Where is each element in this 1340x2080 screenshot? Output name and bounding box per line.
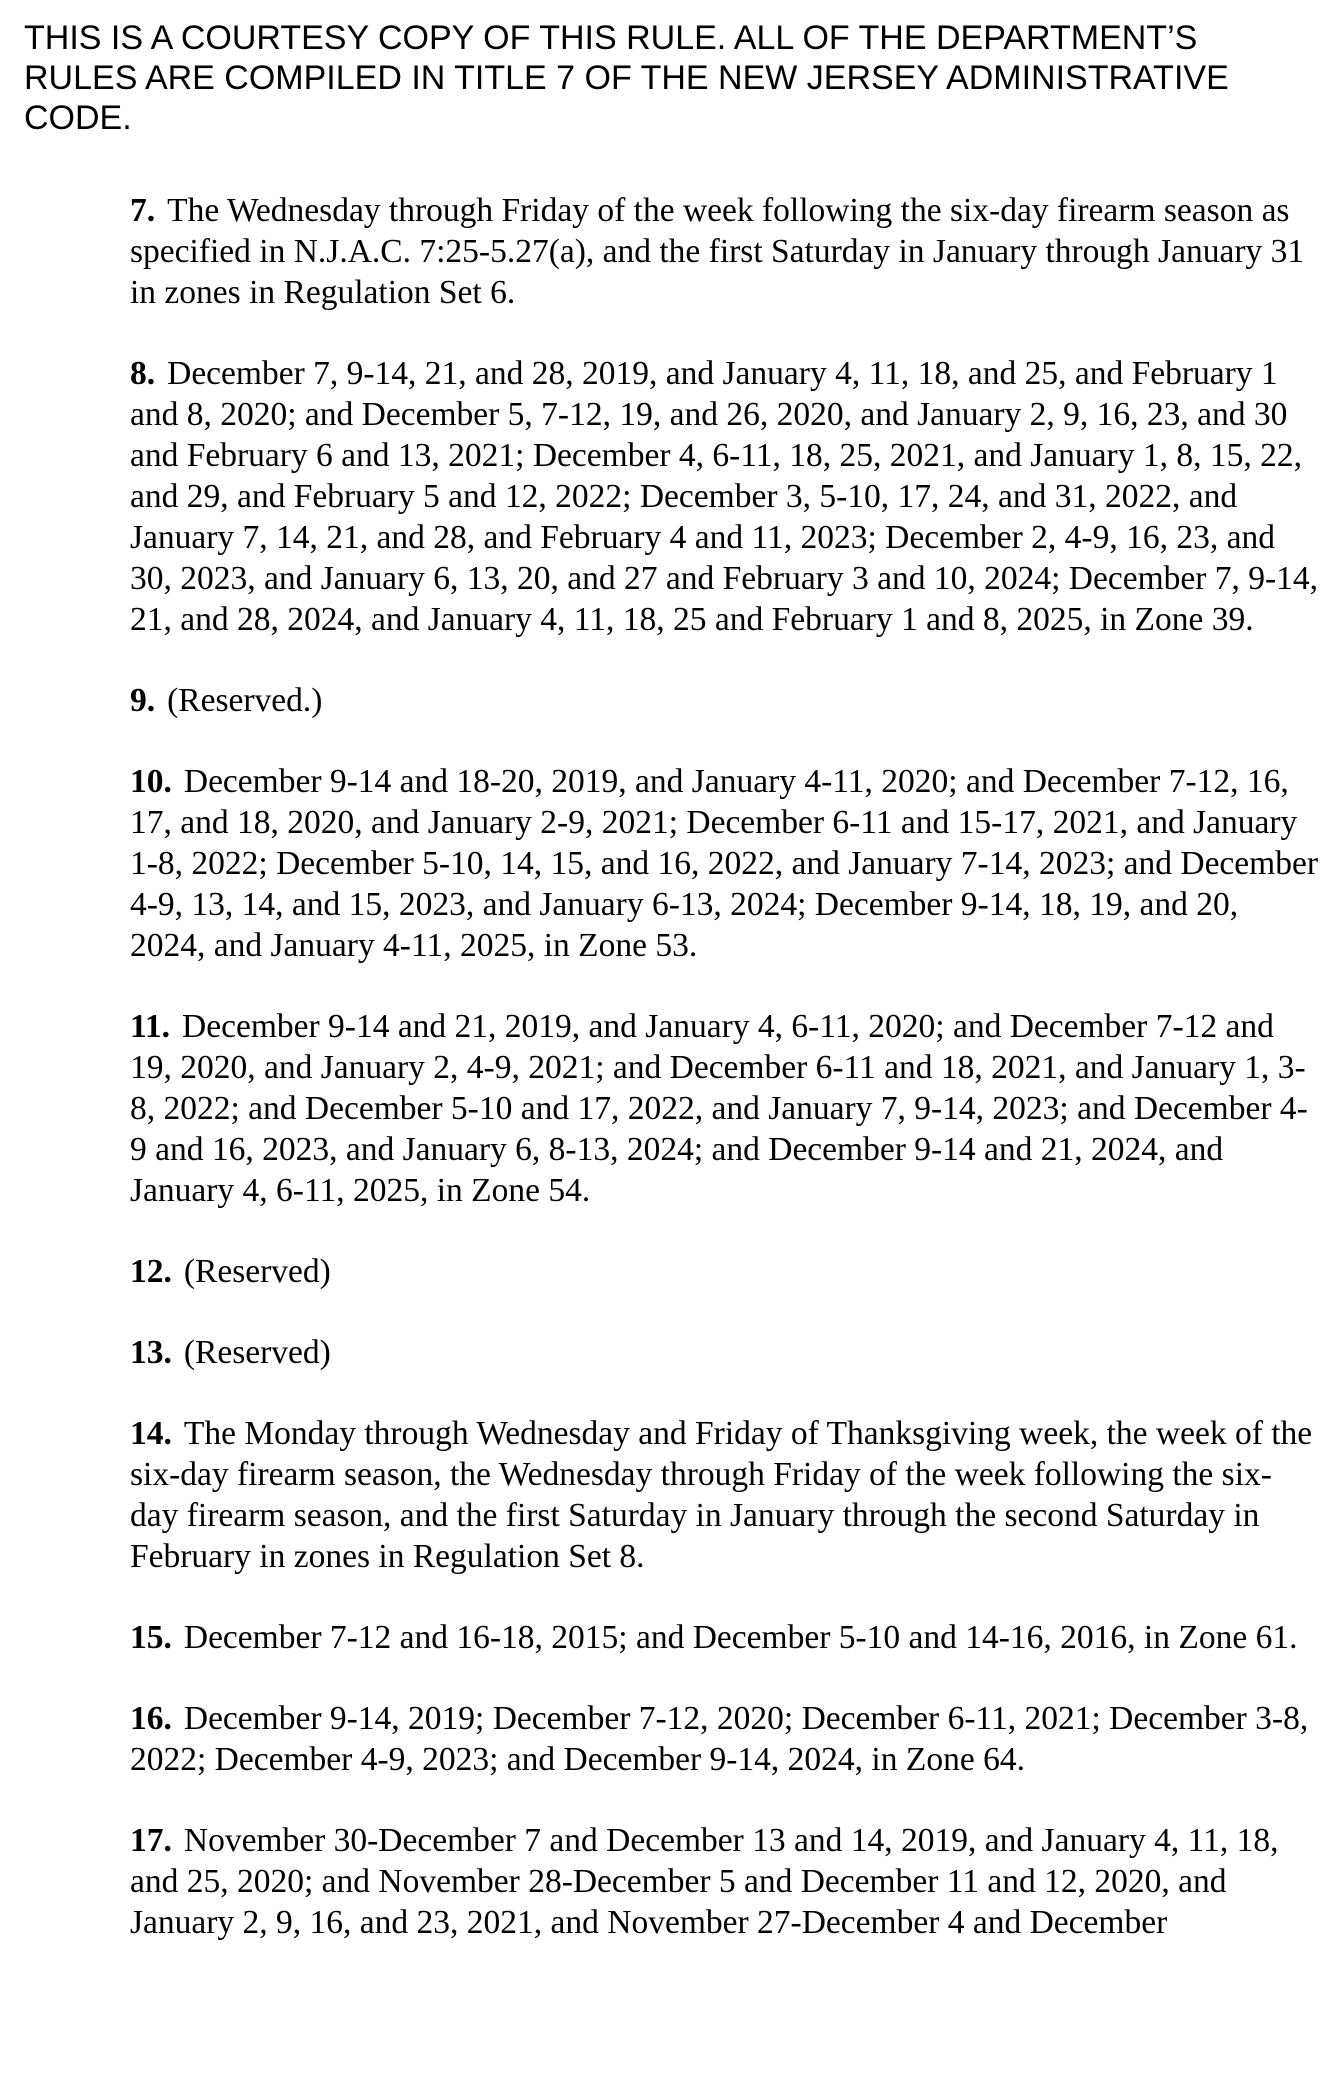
rule-item-11 xyxy=(130,1006,1320,1211)
item-number: 7. xyxy=(130,192,156,229)
item-number: 15. xyxy=(130,1619,172,1656)
item-number: 14. xyxy=(130,1415,172,1452)
item-number: 10. xyxy=(130,763,172,800)
item-text: November 30-December 7 and December 13 and 14, 2019, and January 4, 11, 18, and 25, 2020; and November 28-December 5 and December 11 and 12, 2020, and January 2, 9, 16, and 23, 2021, and November 27-December 4 and December xyxy=(130,1822,1279,1941)
rule-item-13 xyxy=(130,1332,1320,1373)
rule-item-12 xyxy=(130,1251,1320,1292)
rule-item-list xyxy=(130,190,1320,1983)
item-number: 11. xyxy=(130,1008,171,1045)
rule-item-9 xyxy=(130,680,1320,721)
item-number: 12. xyxy=(130,1253,172,1290)
item-number: 17. xyxy=(130,1822,172,1859)
rule-item-8 xyxy=(130,353,1320,640)
courtesy-notice: THIS IS A COURTESY COPY OF THIS RULE. ALL OF THE DEPARTMENT’S RULES ARE COMPILED IN TITLE 7 OF THE NEW JERSEY ADMINISTRATIVE CODE. xyxy=(24,19,1229,137)
item-number: 9. xyxy=(130,682,156,719)
item-number: 13. xyxy=(130,1334,172,1371)
rule-item-17 xyxy=(130,1820,1320,1943)
item-text: (Reserved) xyxy=(183,1253,331,1290)
rule-item-10 xyxy=(130,761,1320,966)
item-number: 16. xyxy=(130,1700,172,1737)
item-text: December 9-14, 2019; December 7-12, 2020; December 6-11, 2021; December 3-8, 2022; December 4-9, 2023; and December 9-14, 2024, in Zone 64. xyxy=(130,1700,1309,1778)
item-text: (Reserved) xyxy=(183,1334,331,1371)
rule-item-14 xyxy=(130,1413,1320,1577)
item-text: December 7, 9-14, 21, and 28, 2019, and January 4, 11, 18, and 25, and February 1 and 8, 2020; and December 5, 7-12, 19, and 26, 2020, and January 2, 9, 16, 23, and 30 and February 6 and 13, 2021; December 4, 6-11, 18, 25, 2021, and January 1, 8, 15, 22, and 29, and February 5 and 12, 2022; December 3, 5-10, 17, 24, and 31, 2022, and January 7, 14, 21, and 28, and February 4 and 11, 2023; December 2, 4-9, 16, 23, and 30, 2023, and January 6, 13, 20, and 27 and February 3 and 10, 2024; December 7, 9-14, 21, and 28, 2024, and January 4, 11, 18, 25 and February 1 and 8, 2025, in Zone 39. xyxy=(130,355,1319,638)
item-text: December 7-12 and 16-18, 2015; and December 5-10 and 14-16, 2016, in Zone 61. xyxy=(183,1619,1298,1656)
item-number: 8. xyxy=(130,355,156,392)
item-text: December 9-14 and 21, 2019, and January 4, 6-11, 2020; and December 7-12 and 19, 2020, and January 2, 4-9, 2021; and December 6-11 and 18, 2021, and January 1, 3-8, 2022; and December 5-10 and 17, 2022, and January 7, 9-14, 2023; and December 4-9 and 16, 2023, and January 6, 8-13, 2024; and December 9-14 and 21, 2024, and January 4, 6-11, 2025, in Zone 54. xyxy=(130,1008,1308,1209)
rule-item-7 xyxy=(130,190,1320,313)
rule-item-15 xyxy=(130,1617,1320,1658)
item-text: The Wednesday through Friday of the week following the six-day firearm season as specified in N.J.A.C. 7:25-5.27(a), and the first Saturday in January through January 31 in zones in Regulation Set 6. xyxy=(130,192,1305,311)
item-text: December 9-14 and 18-20, 2019, and January 4-11, 2020; and December 7-12, 16, 17, and 18, 2020, and January 2-9, 2021; December 6-11 and 15-17, 2021, and January 1-8, 2022; December 5-10, 14, 15, and 16, 2022, and January 7-14, 2023; and December 4-9, 13, 14, and 15, 2023, and January 6-13, 2024; December 9-14, 18, 19, and 20, 2024, and January 4-11, 2025, in Zone 53. xyxy=(130,763,1319,964)
item-text: The Monday through Wednesday and Friday of Thanksgiving week, the week of the six-day firearm season, the Wednesday through Friday of the week following the six-day firearm season, and the first Saturday in January through the second Saturday in February in zones in Regulation Set 8. xyxy=(130,1415,1313,1575)
item-text: (Reserved.) xyxy=(167,682,323,719)
rule-item-16 xyxy=(130,1698,1320,1780)
